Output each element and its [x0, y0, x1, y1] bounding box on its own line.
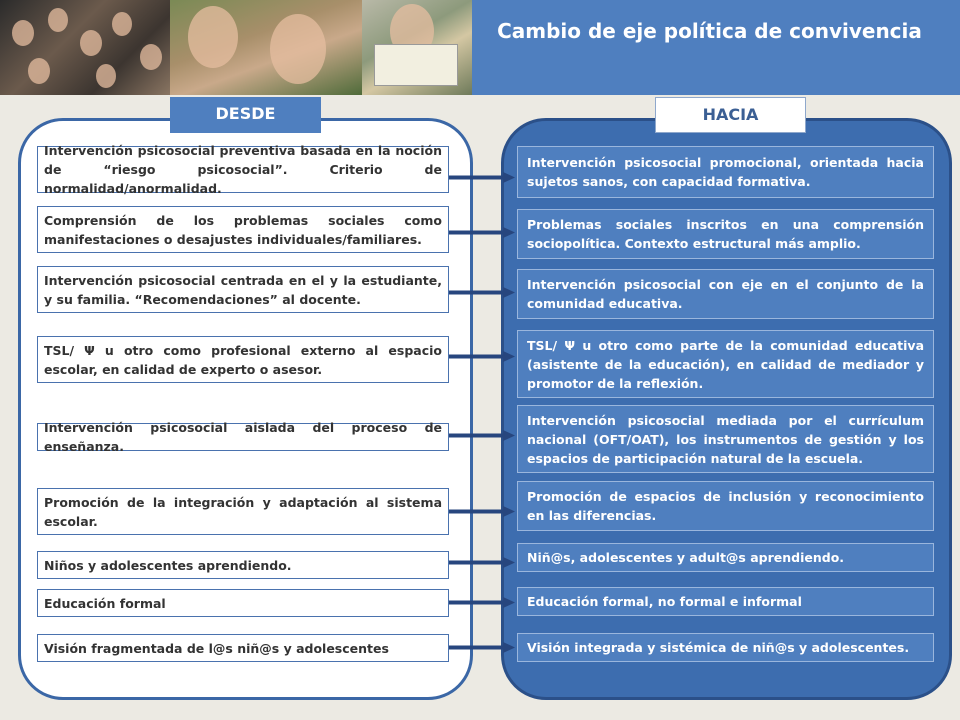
hacia-item-9: [517, 633, 934, 662]
hacia-item-4: [517, 330, 934, 398]
hacia-item-text: Problemas sociales inscritos en una comprensión sociopolítica. Contexto estructural más amplio.: [527, 217, 924, 251]
arrow-icon: [449, 597, 515, 608]
arrow-icon: [449, 506, 515, 517]
desde-item-text: Intervención psicosocial centrada en el y la estudiante, y su familia. “Recomendaciones” al docente.: [44, 272, 442, 307]
desde-item-text: Intervención psicosocial aislada del proceso de enseñanza.: [44, 420, 442, 454]
hacia-item-text: TSL/ Ψ u otro como parte de la comunidad educativa (asistente de la educación), en calidad de mediador y promotor de la reflexión.: [527, 337, 924, 391]
hacia-item-8: [517, 587, 934, 616]
hacia-item-1: [517, 146, 934, 198]
book-shape: [374, 44, 458, 86]
boy-reading-photo: [362, 0, 472, 95]
hacia-item-7: [517, 543, 934, 572]
slide-title: Cambio de eje política de convivencia: [497, 19, 922, 43]
desde-item-text: Educación formal: [44, 595, 166, 611]
desde-item-4: [37, 336, 449, 383]
hacia-item-text: Intervención psicosocial con eje en el conjunto de la comunidad educativa.: [527, 277, 924, 311]
arrow-icon: [449, 430, 515, 441]
desde-item-6: [37, 488, 449, 535]
desde-item-1: [37, 143, 449, 196]
hacia-item-text: Niñ@s, adolescentes y adult@s aprendiendo.: [527, 550, 845, 565]
title-bar: [472, 0, 960, 95]
arrow-icon: [449, 172, 515, 183]
desde-item-text: TSL/ Ψ u otro como profesional externo al espacio escolar, en calidad de experto o asesor.: [44, 342, 442, 377]
arrow-icon: [449, 642, 515, 653]
hacia-item-text: Intervención psicosocial mediada por el currículum nacional (OFT/OAT), los instrumentos de gestión y los espacios de participación natural de la escuela.: [527, 412, 924, 466]
arrow-icon: [449, 351, 515, 362]
hacia-item-2: [517, 209, 934, 259]
students-crowd-photo: [0, 0, 170, 95]
desde-item-9: [37, 634, 449, 662]
hacia-item-3: [517, 269, 934, 319]
desde-item-3: [37, 266, 449, 313]
desde-item-5: [37, 420, 449, 454]
header-photo-strip: [0, 0, 472, 95]
hacia-item-5: [517, 405, 934, 473]
desde-item-text: Promoción de la integración y adaptación al sistema escolar.: [44, 494, 442, 529]
arrow-icon: [449, 287, 515, 298]
arrow-icon: [449, 557, 515, 568]
hacia-item-text: Visión integrada y sistémica de niñ@s y adolescentes.: [527, 640, 910, 655]
desde-item-2: [37, 206, 449, 253]
desde-item-text: Niños y adolescentes aprendiendo.: [44, 557, 292, 573]
desde-item-text: Visión fragmentada de l@s niñ@s y adolescentes: [44, 640, 389, 656]
hacia-item-text: Intervención psicosocial promocional, orientada hacia sujetos sanos, con capacidad formativa.: [527, 155, 924, 189]
desde-item-8: [37, 589, 449, 617]
desde-item-7: [37, 551, 449, 579]
hacia-item-text: Educación formal, no formal e informal: [527, 594, 802, 609]
desde-item-text: Comprensión de los problemas sociales como manifestaciones o desajustes individuales/familiares.: [44, 212, 442, 247]
hacia-item-text: Promoción de espacios de inclusión y reconocimiento en las diferencias.: [527, 489, 924, 523]
arrow-icon: [449, 227, 515, 238]
girls-smiling-photo: [170, 0, 362, 95]
desde-header: DESDE: [170, 97, 321, 133]
hacia-item-6: [517, 481, 934, 531]
desde-item-text: Intervención psicosocial preventiva basada en la noción de “riesgo psicosocial”. Criterio de normalidad/anormalidad.: [44, 143, 442, 196]
hacia-header: HACIA: [655, 97, 806, 133]
